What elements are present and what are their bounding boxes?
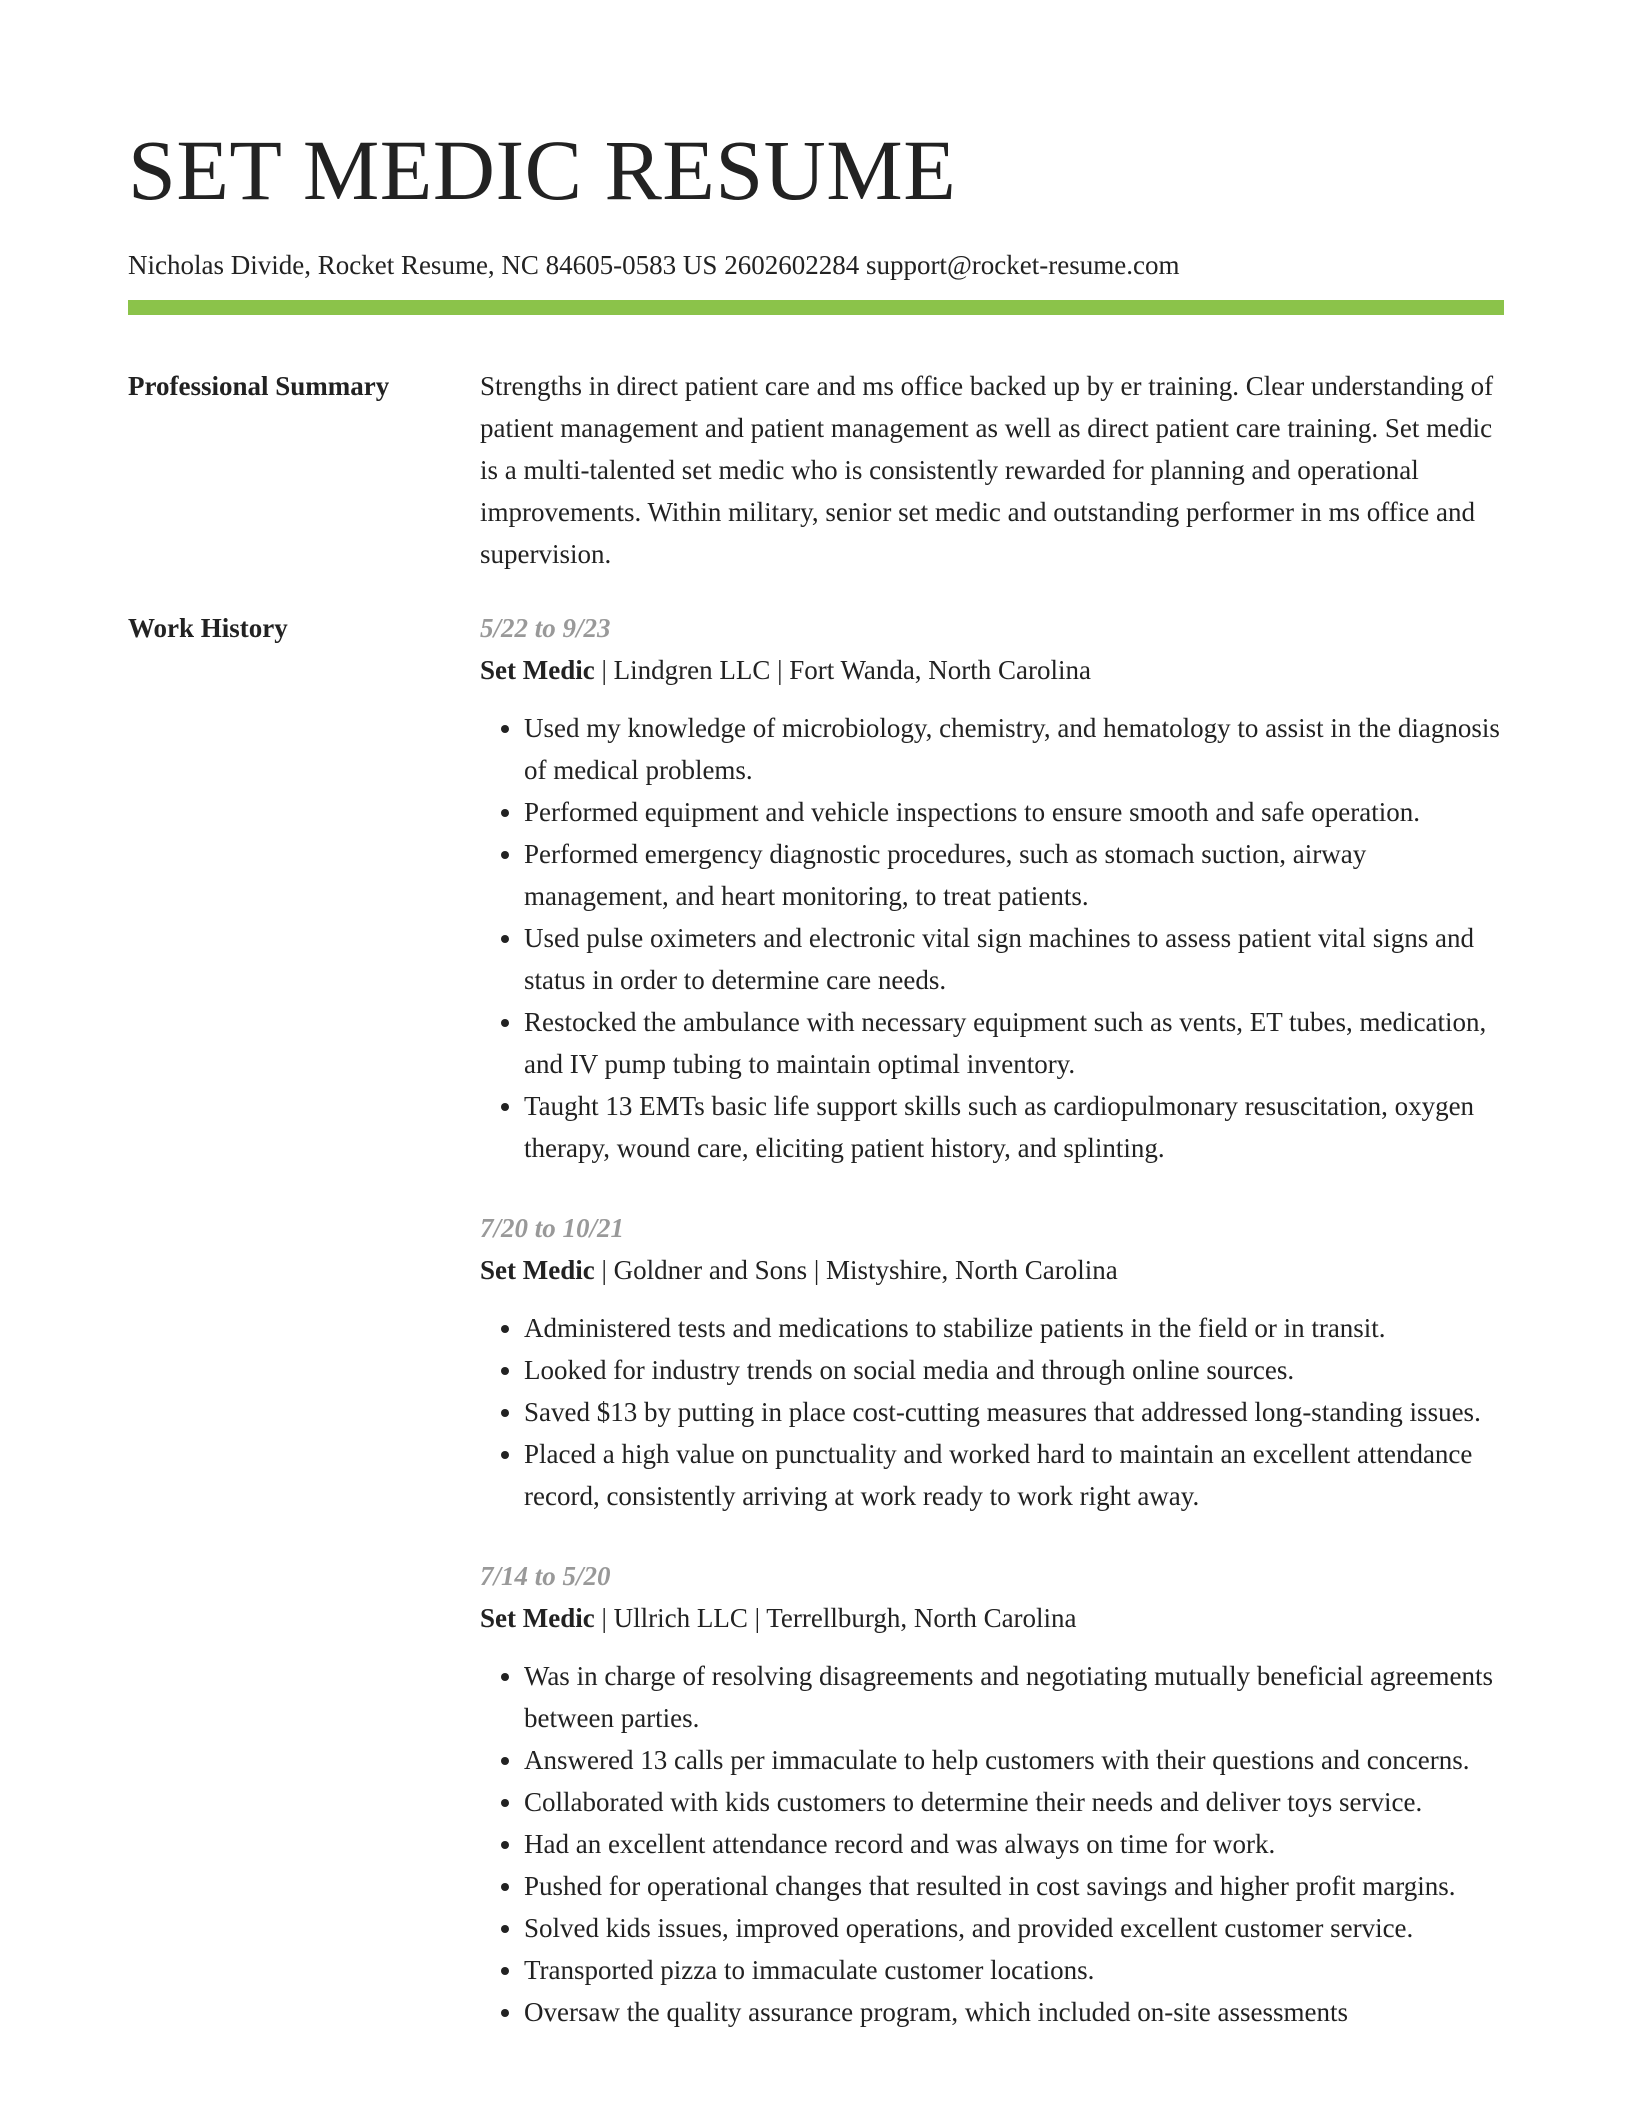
job-details: | Goldner and Sons | Mistyshire, North Carolina — [594, 1255, 1118, 1285]
job-title: Set Medic — [480, 1603, 595, 1633]
job-bullet: • Answered 13 calls per immaculate to help customers with their questions and concerns. — [524, 1739, 1504, 1781]
job-dates: 5/22 to 9/23 — [480, 613, 611, 643]
job-bullet: • Pushed for operational changes that resulted in cost savings and higher profit margins. — [524, 1865, 1504, 1907]
job-bullet: • Transported pizza to immaculate customer locations. — [524, 1949, 1504, 1991]
job-bullet: • Solved kids issues, improved operations, and provided excellent customer service. — [524, 1907, 1504, 1949]
accent-divider — [128, 300, 1504, 315]
job-bullets — [480, 1655, 1504, 2033]
resume-page — [128, 0, 1504, 2071]
job-bullet: • Performed emergency diagnostic procedures, such as stomach suction, airway management, and heart monitoring, to treat patients. — [524, 833, 1504, 917]
job-bullet: • Saved $13 by putting in place cost-cutting measures that addressed long-standing issues. — [524, 1391, 1504, 1433]
job-details: | Ullrich LLC | Terrellburgh, North Carolina — [594, 1603, 1077, 1633]
job-bullet: • Placed a high value on punctuality and worked hard to maintain an excellent attendance record, consistently arriving at work ready to work right away. — [524, 1433, 1504, 1517]
job-bullet: • Taught 13 EMTs basic life support skills such as cardiopulmonary resuscitation, oxygen therapy, wound care, eliciting patient history, and splinting. — [524, 1085, 1504, 1169]
job-entry — [480, 607, 1504, 1169]
resume-title: SET MEDIC RESUME — [128, 122, 957, 218]
work-history-body — [480, 607, 1504, 2071]
section-label-work-history: Work History — [128, 613, 288, 643]
job-dates: 7/20 to 10/21 — [480, 1213, 625, 1243]
professional-summary-section — [128, 365, 1504, 575]
job-details: | Lindgren LLC | Fort Wanda, North Carolina — [594, 655, 1092, 685]
job-title: Set Medic — [480, 655, 595, 685]
job-bullet: • Used my knowledge of microbiology, chemistry, and hematology to assist in the diagnosis of medical problems. — [524, 707, 1504, 791]
job-title-line — [480, 1597, 1504, 1639]
job-bullet: • Was in charge of resolving disagreements and negotiating mutually beneficial agreements between parties. — [524, 1655, 1504, 1739]
job-bullet: • Used pulse oximeters and electronic vital sign machines to assess patient vital signs and status in order to determine care needs. — [524, 917, 1504, 1001]
job-bullet: • Oversaw the quality assurance program, which included on-site assessments — [524, 1991, 1504, 2033]
summary-text: Strengths in direct patient care and ms office backed up by er training. Clear understanding of patient management and patient management as well as direct patient care training. Set medic is a multi-talented set medic who is consistently rewarded for planning and operational improvements. Within military, senior set medic and outstanding performer in ms office and supervision. — [480, 371, 1494, 569]
job-title: Set Medic — [480, 1255, 595, 1285]
job-bullet: • Had an excellent attendance record and was always on time for work. — [524, 1823, 1504, 1865]
job-bullet: • Administered tests and medications to stabilize patients in the field or in transit. — [524, 1307, 1504, 1349]
job-title-line — [480, 649, 1504, 691]
section-label-summary: Professional Summary — [128, 371, 390, 401]
job-title-line — [480, 1249, 1504, 1291]
job-dates: 7/14 to 5/20 — [480, 1561, 611, 1591]
work-history-section — [128, 607, 1504, 2071]
job-bullets — [480, 707, 1504, 1169]
job-entry — [480, 1555, 1504, 2033]
job-bullet: • Performed equipment and vehicle inspections to ensure smooth and safe operation. — [524, 791, 1504, 833]
job-bullet: • Restocked the ambulance with necessary equipment such as vents, ET tubes, medication, and IV pump tubing to maintain optimal inventory. — [524, 1001, 1504, 1085]
job-entry — [480, 1207, 1504, 1517]
contact-line: Nicholas Divide, Rocket Resume, NC 84605-0583 US 2602602284 support@rocket-resume.com — [128, 250, 1180, 280]
job-bullet: • Looked for industry trends on social media and through online sources. — [524, 1349, 1504, 1391]
job-bullet: • Collaborated with kids customers to determine their needs and deliver toys service. — [524, 1781, 1504, 1823]
job-bullets — [480, 1307, 1504, 1517]
